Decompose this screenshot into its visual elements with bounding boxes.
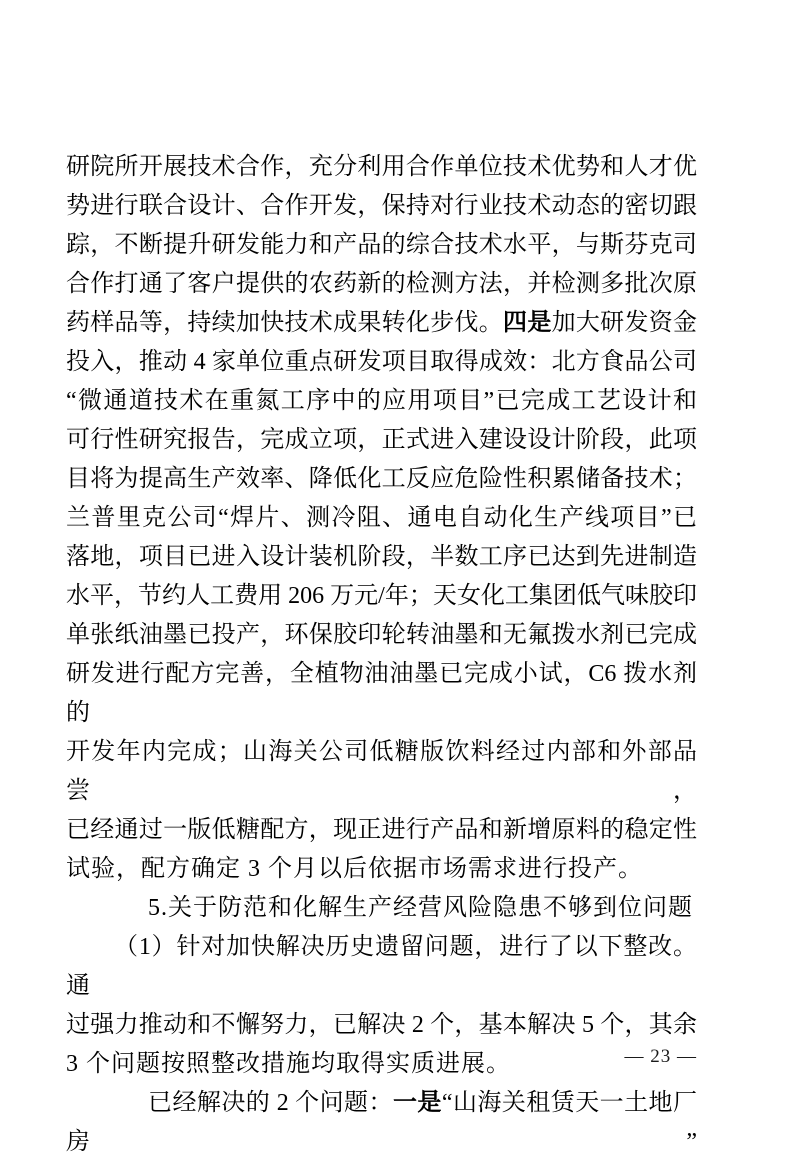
text-line (66, 811, 697, 850)
text-segment: 过强力推动和不懈努力，已解决 2 个，基本解决 5 个，其余 (66, 1012, 697, 1038)
text-line (66, 538, 697, 577)
text-segment: 研院所开展技术合作，充分利用合作单位技术优势和人才优 (66, 154, 697, 180)
text-line (66, 304, 697, 343)
text-segment: “微通道技术在重氮工序中的应用项目”已完成工艺设计和 (66, 388, 697, 414)
text-segment: 已经通过一版低糖配方，现正进行产品和新增原料的稳定性 (66, 817, 697, 843)
text-segment: 踪，不断提升研发能力和产品的综合技术水平，与斯芬克司 (66, 232, 697, 258)
text-segment: 兰普里克公司“焊片、测冷阻、通电自动化生产线项目”已 (66, 505, 697, 531)
text-segment: （1）针对加快解决历史遗留问题，进行了以下整改。通 (66, 934, 697, 999)
text-segment: 药样品等，持续加快技术成果转化步伐。 (66, 310, 504, 336)
text-line (66, 499, 697, 538)
text-segment: “山海关租赁天一土地厂房” (66, 1090, 698, 1155)
bold-text-segment: 一是 (392, 1090, 442, 1116)
text-line (66, 577, 697, 616)
text-segment: 研发进行配方完善，全植物油油墨已完成小试，C6 拨水剂的 (66, 661, 697, 726)
text-segment: 开发年内完成；山海关公司低糖版饮料经过内部和外部品尝， (66, 739, 697, 804)
text-segment: 已经解决的 2 个问题： (148, 1090, 393, 1116)
text-line (66, 1084, 697, 1162)
text-line (66, 460, 697, 499)
text-segment: 落地，项目已进入设计装机阶段，半数工序已达到先进制造 (66, 544, 697, 570)
text-line (66, 850, 697, 889)
text-segment: 投入，推动 4 家单位重点研发项目取得成效：北方食品公司 (66, 349, 697, 375)
bold-text-segment: 四是 (503, 310, 552, 336)
text-segment: 5.关于防范和化解生产经营风险隐患不够到位问题 (148, 895, 693, 921)
page-number: — 23 — (624, 1046, 697, 1067)
text-line (66, 928, 697, 1006)
text-line (66, 616, 697, 655)
text-segment: 势进行联合设计、合作开发，保持对行业技术动态的密切跟 (66, 193, 697, 219)
text-line (66, 889, 697, 928)
text-line (66, 226, 697, 265)
text-line (66, 1045, 697, 1084)
text-line (66, 382, 697, 421)
text-segment: 加大研发资金 (551, 310, 698, 336)
text-line (66, 655, 697, 733)
text-segment: 水平，节约人工费用 206 万元/年；天女化工集团低气味胶印 (66, 583, 697, 609)
text-segment: 3 个问题按照整改措施均取得实质进展。 (66, 1051, 511, 1077)
text-segment: 合作打通了客户提供的农药新的检测方法，并检测多批次原 (66, 271, 697, 297)
text-line (66, 733, 697, 811)
text-line (66, 421, 697, 460)
text-line (66, 265, 697, 304)
text-segment: 试验，配方确定 3 个月以后依据市场需求进行投产。 (66, 856, 643, 882)
text-line (66, 148, 697, 187)
document-body (66, 148, 697, 1162)
text-segment: 可行性研究报告，完成立项，正式进入建设设计阶段，此项 (66, 427, 697, 453)
text-line (66, 1006, 697, 1045)
text-segment: 单张纸油墨已投产，环保胶印轮转油墨和无氟拨水剂已完成 (66, 622, 697, 648)
text-segment: 目将为提高生产效率、降低化工反应危险性积累储备技术； (66, 466, 697, 492)
text-line (66, 187, 697, 226)
text-line (66, 343, 697, 382)
